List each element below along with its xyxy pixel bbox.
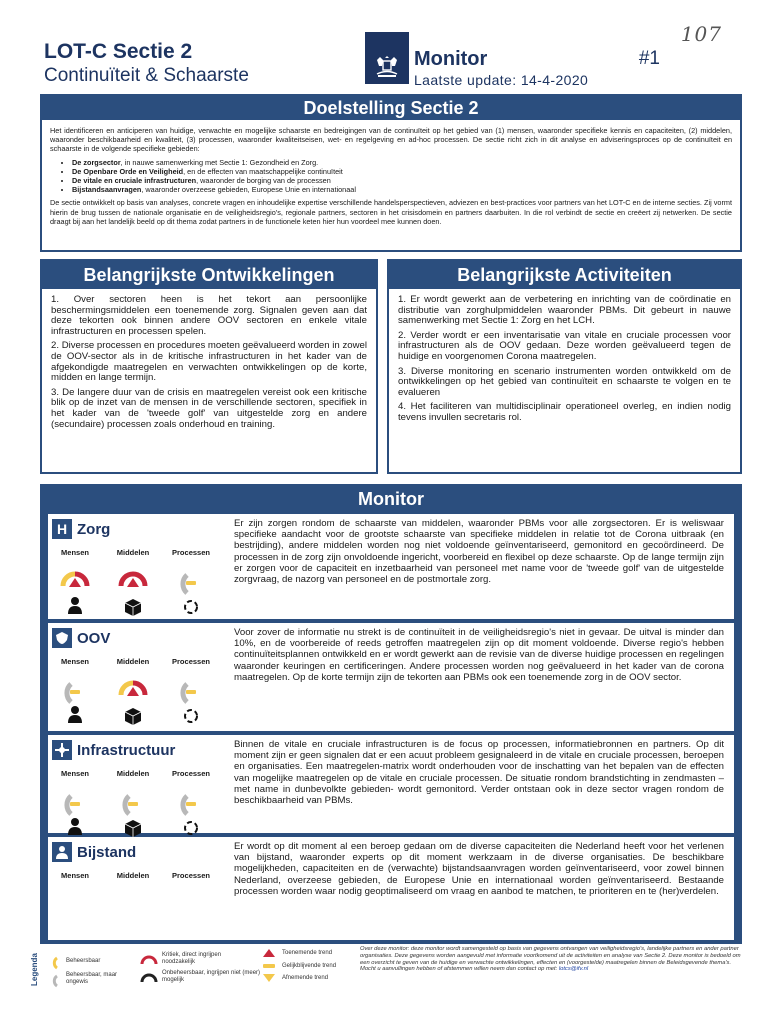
gauge [55,671,95,731]
process-cycle-icon [185,822,197,834]
legend-tag: Legenda [30,953,39,986]
gauge [55,562,95,622]
sector-block [48,514,226,619]
monitor-panel [40,484,742,944]
gauge-header-middelen: Middelen [116,548,150,557]
gauge-header-middelen: Middelen [116,657,150,666]
gauge [113,783,153,843]
ontwikkelingen-body [42,289,376,430]
legend-label: Gelijkblijvende trend [282,963,337,969]
list-item: 1. Er wordt gewerkt aan de verbetering en inrichting van de coördinatie en distributie van zorghulpmiddelen waaronder PBMs. Dit gebeurt in nauwe samenwerking met Sectie 1: Zorg en het LCH. [398,294,731,327]
list-item: • Bijstandsaanvragen, waaronder overzeese gebieden, Europese Unie en internationaal [72,185,732,194]
process-cycle-icon [185,710,197,722]
activiteiten-panel [387,259,742,474]
sector-name: OOV [77,629,111,647]
sector-header [52,628,110,648]
doelstelling-outro: De sectie ontwikkelt op basis van analyses, concrete vragen en inhoudelijke expertise verschillende handelsperspectieven, adviezen en best-practices voor partners van het LOT-C en de interne secties. Zij vormt hierin de brug tussen de nationale organisatie en de veiligheidsregio's, regionale partners, sectoren in het crisisdomein en partners daarbuiten. In die rol verbindt de sectie en creëert zij netwerken. De sectie draagt bij aan het landelijk beeld op dit thema zodat partners in de functionele keten hier hun voordeel mee kunnen doen. [50,198,732,226]
sector-text: Er zijn zorgen rondom de schaarste van middelen, waaronder PBMs voor alle zorgsectoren. Er is weliswaar specifieke aandacht voor de grootste schaarste van specifieke middelen in relatie tot de Corona uitbraak (en bestrijding), andere middelen worden nog niet voldoende geïnventariseerd, gemonitord en gecoördineerd. De processen in de zorg zijn onvoldoende ingericht, voorbereid en flexibel op deze schaarste. Op de lange termijn zijn er zorgen voor de capaciteit en inzetbaarheid van personeel met name voor de 'tweede golf' van de uitgestelde zorgvraag, de nazorg van personeel en de postmortale zorg. [234,518,724,586]
gauge [171,562,211,622]
person-icon [68,818,82,835]
government-crest-icon [365,32,409,84]
note-text: Over deze monitor: deze monitor wordt samengesteld op basis van gegevens ontvangen van veiligheidsregio's, landelijke partners en ander partner organisaties. Deze gegevens worden aangevuld met informatie voortkomend uit de activiteiten en analyse van Sectie 2. Deze monitor is bedoeld om een overzicht te geven van de huidige en verwachte ontwikkelingen, effecten en (voorgestelde) maatregelen binnen de Beleidsgevende thema's. Mocht u aanvullingen hebben of afstemmen willen neem dan contact op met: [360,946,741,973]
about-monitor-note [360,946,742,973]
sector-block [48,837,226,940]
header [44,40,734,90]
gauge-header-processen: Processen [172,548,210,557]
list-item: 3. De langere duur van de crisis en maatregelen vereist ook een kritische blik op de inzet van de mensen in de verschillende sectoren, specifiek in het kader van de 'tweede golf' van uitgestelde zorg en andere (secundaire) processen zoals onderhoud en training. [51,386,367,430]
toenemend-trend-icon [262,948,276,958]
person-icon [68,706,82,723]
box-icon [125,820,141,837]
afnemend-trend-icon [262,973,276,983]
monitor-row-infrastructuur [48,735,734,833]
gauge [171,783,211,843]
sector-name: Bijstand [77,843,137,861]
doelstelling-body [42,120,740,226]
onbeheersbaar-swatch-icon [140,970,158,984]
legend [30,946,740,990]
list-item: 2. Diverse processen en procedures moeten geëvalueerd worden in zowel de OOV-sector als in de kritische infrastructuren in het kader van de afgekondigde maatregelen en verwachten ontwikkelingen op de korte, midden en lange termijn. [51,340,367,384]
list-item: 2. Verder wordt er een inventarisatie van vitale en cruciale processen voor infrastructuren als de OOV gedaan. Deze worden geëvalueerd tegen de huidige en voorgenomen Corona maatregelen. [398,329,731,362]
gauge-header-middelen: Middelen [116,769,150,778]
contact-email-link[interactable]: lotcs@ifv.nl [558,966,589,973]
sector-name: Infrastructuur [77,741,176,759]
sector-text: Er wordt op dit moment al een beroep gedaan om de diverse capaciteiten die Nederland heeft voor het verlenen van bijstand, waaronder experts op dit moment werkzaam in de diverse organisaties. De beschikbare mogelijkheden, capaciteiten en de (verwachte) bijstandsaanvragen worden geïnventariseerd, voor zowel binnen Nederland, overzeese gebieden, de Europese Unie en internationaal worden geïnventariseerd. Bestaande processen worden waar nodig geoptimaliseerd om vraag en aanbod te matchen, te prioriteren en te (her)verdelen. [234,841,724,897]
gauge-header-middelen: Middelen [116,871,150,880]
list-item: 1. Over sectoren heen is het tekort aan persoonlijke beschermingsmiddelen een toenemende zorg. Signalen geven aan dat deze tekorten ook binnen andere OOV sectoren en enkele vitale infrastructuren en processen spelen. [51,294,367,337]
sector-block [48,623,226,731]
activiteiten-heading: Belangrijkste Activiteiten [389,261,740,289]
gauge-header-mensen: Mensen [61,769,89,778]
ongewis-swatch-icon [46,974,60,988]
monitor-row-oov [48,623,734,731]
sector-text: Binnen de vitale en cruciale infrastructuren is de focus op processen, informatiebronnen en partners. Op dit moment zijn er geen signalen dat er een acuut probleem gesignaleerd in de vitale en cruciale processen, beroepen en organisaties. Een maatregelen-matrix wordt onderhouden voor de inschatting van het bepalen van de effecten van mogelijke maatregelen op de vitale en cruciale processen. De situatie rondom brandstichting in zendmasten –met name in dunbevolkte gebieden- wordt gemonitord. Verder ontstaan ook in deze sector vragen rondom de beschikbaarheid van PBMs. [234,739,724,807]
gauge-header-mensen: Mensen [61,871,89,880]
trend-flat-icon [128,802,138,806]
doelstelling-panel [40,94,742,252]
list-item: • De Openbare Orde en Veiligheid, en de effecten van maatschappelijke continuïteit [72,167,732,176]
page-title: LOT-C Sectie 2 [44,40,193,63]
monitor-row-bijstand [48,837,734,940]
sector-block [48,735,226,833]
ontwikkelingen-panel [40,259,378,474]
beheersbaar-swatch-icon [46,956,60,970]
legend-label: Afnemende trend [282,975,329,981]
gauge [113,562,153,622]
doelstelling-intro: Het identificeren en anticiperen van huidige, verwachte en mogelijke schaarste en bedreigingen van de continuïteit op het gebied van (1) mensen, waaronder specifieke kennis en capaciteiten, (2) middelen, waaronder beschikbaarheid en kwaliteit, (3) processen, waaronder kwaliteitseisen, wet- en regelgeving en ad-hoc processen. De sectie richt zich in dit analyse en adviseringsproces op de continuïteit en schaarste in de volgende specifieke gebieden: [50,126,732,154]
gauge-header-processen: Processen [172,871,210,880]
header-monitor [414,48,588,88]
doelstelling-heading: Doelstelling Sectie 2 [42,96,740,120]
gauge-header-mensen: Mensen [61,548,89,557]
monitor-heading: Monitor [358,489,424,509]
legend-label: Beheersbaar [66,958,101,964]
list-item: 3. Diverse monitoring en scenario instrumenten worden ontwikkeld om de ontwikkelingen op het gebied van continuïteit en schaarste te volgen en te evalueren [398,365,731,398]
box-icon [125,599,141,616]
sector-text: Voor zover de informatie nu strekt is de continuïteit in de veiligheidsregio's niet in gevaar. De uitval is minder dan 10%, en de voorbereide of reeds getroffen maatregelen zijn op dit moment voldoende. Diverse regio's hebben continuïteitsplannen ontwikkeld en er wordt gewerkt aan de revisie van de diverse huidige processen en regelingen waaronder keuringen en certificeringen. Andere processen worden nog geëvalueerd in het kader van de corona maatregelen. Op de korte termijn zijn de tekorten aan PBMs ook een toenemende zorg in de OOV sector. [234,627,724,683]
trend-up-icon [127,578,139,587]
hospital-icon: H [52,519,72,539]
police-icon [52,628,72,648]
issue-number: #1 [638,48,660,69]
ontwikkelingen-heading: Belangrijkste Ontwikkelingen [42,261,376,289]
monitor-row-zorg [48,514,734,619]
header-left [44,40,249,87]
gauge-header-mensen: Mensen [61,657,89,666]
sector-header [52,740,175,760]
legend-label: Toenemende trend [282,950,333,956]
gauge [113,671,153,731]
box-icon [125,708,141,725]
last-update: Laatste update: 14-4-2020 [414,72,589,88]
trend-flat-icon [186,802,196,806]
gauge [55,783,95,843]
infrastructure-icon [52,740,72,760]
monitor-label: Monitor [414,48,488,70]
handwritten-page-number: 107 [680,22,722,46]
legend-label: Onbeheersbaar, ingrijpen niet (meer) mogelijk [162,970,261,983]
person-badge-icon [52,842,72,862]
sector-header [52,519,110,539]
trend-up-icon [127,687,139,696]
trend-flat-icon [70,802,80,806]
gauge-header-processen: Processen [172,657,210,666]
legend-label: Beheersbaar, maar ongewis [66,972,118,985]
list-item: • De vitale en cruciale infrastructuren, waaronder de borging van de processen [72,176,732,185]
list-item: 4. Het faciliteren van multidisciplinair operationeel overleg, en indien nodig tevens invullen secretaris rol. [398,401,731,423]
trend-flat-icon [70,690,80,694]
activiteiten-body [389,289,740,424]
person-icon [68,597,82,614]
gauge-header-processen: Processen [172,769,210,778]
gauge [171,671,211,731]
trend-flat-icon [186,690,196,694]
trend-up-icon [69,578,81,587]
gelijkblijvend-trend-icon [262,961,276,971]
page-subtitle: Continuïteit & Schaarste [44,65,249,86]
list-item: • De zorgsector, in nauwe samenwerking met Sectie 1: Gezondheid en Zorg. [72,158,732,167]
sector-header [52,842,136,862]
doelstelling-list [72,158,732,195]
kritiek-swatch-icon [140,952,158,966]
process-cycle-icon [185,601,197,613]
sector-name: Zorg [77,520,111,538]
legend-label: Kritiek, direct ingrijpen noodzakelijk [162,952,222,965]
trend-flat-icon [186,581,196,585]
